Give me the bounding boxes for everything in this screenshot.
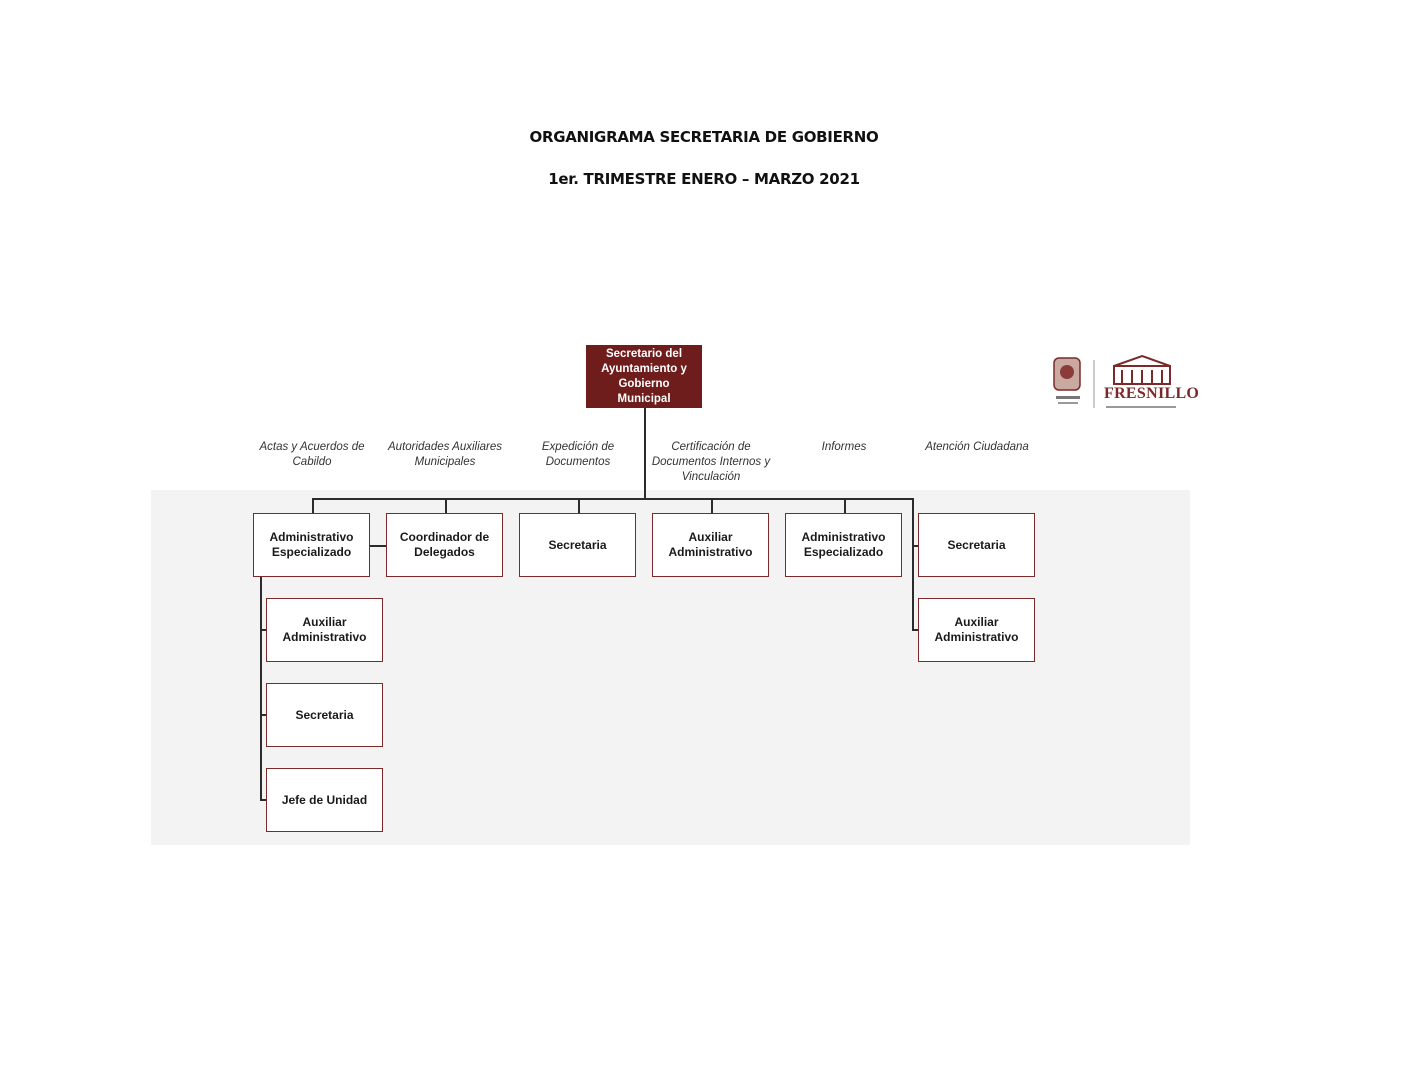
connector-horizontal-bus xyxy=(312,498,914,500)
org-box-secretario: Secretario del Ayuntamiento y Gobierno Municipal xyxy=(586,345,702,408)
connector-drop-1 xyxy=(312,498,314,514)
connector-drop-4 xyxy=(711,498,713,514)
org-box-col6-sub-1: Auxiliar Administrativo xyxy=(918,598,1035,662)
org-box-level1-1: Administrativo Especializado xyxy=(253,513,370,577)
org-box-level1-4: Auxiliar Administrativo xyxy=(652,513,769,577)
connector-drop-2 xyxy=(445,498,447,514)
area-label-4: Certificación de Documentos Internos y Vinculación xyxy=(651,441,771,483)
connector-col1-vertical xyxy=(260,577,262,801)
logo-wordmark: FRESNILLO xyxy=(1104,385,1200,402)
area-label-6: Atención Ciudadana xyxy=(925,441,1029,453)
org-box-level1-3: Secretaria xyxy=(519,513,636,577)
org-box-col1-sub-1: Auxiliar Administrativo xyxy=(266,598,383,662)
area-label-3: Expedición de Documentos xyxy=(541,441,615,468)
org-box-level1-5: Administrativo Especializado xyxy=(785,513,902,577)
page-subtitle: 1er. TRIMESTRE ENERO – MARZO 2021 xyxy=(548,170,860,188)
connector-col1-col2 xyxy=(369,545,387,547)
page-title: ORGANIGRAMA SECRETARIA DE GOBIERNO xyxy=(529,128,879,146)
area-label-1: Actas y Acuerdos de Cabildo xyxy=(259,441,365,468)
connector-drop-5 xyxy=(844,498,846,514)
org-box-col1-sub-3: Jefe de Unidad xyxy=(266,768,383,832)
org-box-level1-2: Coordinador de Delegados xyxy=(386,513,503,577)
connector-drop-3 xyxy=(578,498,580,514)
fresnillo-logo xyxy=(1048,352,1178,414)
org-box-level1-6: Secretaria xyxy=(918,513,1035,577)
connector-drop-6 xyxy=(912,498,914,630)
area-label-5: Informes xyxy=(821,441,867,453)
area-label-2: Autoridades Auxiliares Municipales xyxy=(388,441,502,468)
org-box-col1-sub-2: Secretaria xyxy=(266,683,383,747)
